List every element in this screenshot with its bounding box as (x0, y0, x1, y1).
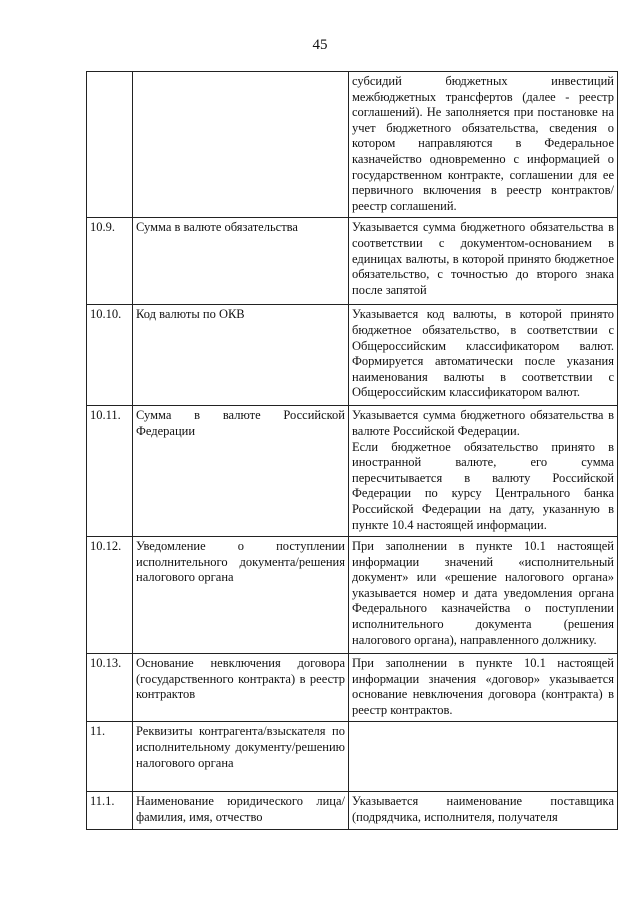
item-name: Реквизиты контрагента/взыскателя по исполнительному документу/решению налогового органа (133, 722, 349, 792)
page-number: 45 (312, 37, 328, 53)
item-description (349, 722, 618, 792)
item-number: 10.12. (87, 537, 133, 654)
item-number: 10.9. (87, 218, 133, 305)
table-row (87, 72, 618, 218)
item-number: 10.13. (87, 654, 133, 722)
item-number: 10.10. (87, 305, 133, 406)
item-number: 11. (87, 722, 133, 792)
table-row (87, 406, 618, 537)
item-name: Сумма в валюте Российской Федерации (133, 406, 349, 537)
item-name: Наименование юридического лица/фамилия, имя, отчество (133, 792, 349, 830)
item-description: При заполнении в пункте 10.1 настоящей информации значений «исполнительный документ» или «решение налогового органа» указывается номер и дата уведомления органа Федерального казначейства о поступлении исполнительного документа (решения налогового органа), направленного должнику. (349, 537, 618, 654)
item-name: Код валюты по ОКВ (133, 305, 349, 406)
item-description: Указывается наименование поставщика (подрядчика, исполнителя, получателя (349, 792, 618, 830)
item-description: Указывается сумма бюджетного обязательства в соответствии с документом-основанием в единицах валюты, в которой принято бюджетное обязательство, с точностью до второго знака после запятой (349, 218, 618, 305)
item-description: субсидий бюджетных инвестиций межбюджетных трансфертов (далее - реестр соглашений). Не заполняется при постановке на учет бюджетного обязательства, сведения о котором направляются в Федеральное казначейство одновременно с информацией о государственном контракте, соглашении для ее первичного включения в реестр контрактов/реестр соглашений. (349, 72, 618, 218)
item-description: Указывается код валюты, в которой принято бюджетное обязательство, в соответствии с Общероссийским классификатором валют. Формируется автоматически после указания наименования валюты в соответствии с Общероссийским классификатором валют. (349, 305, 618, 406)
requisites-table (86, 71, 618, 830)
item-description: При заполнении в пункте 10.1 настоящей информации значения «договор» указывается основание невключения договора (контракта) в реестр контрактов. (349, 654, 618, 722)
item-name (133, 72, 349, 218)
table-row (87, 654, 618, 722)
item-number: 11.1. (87, 792, 133, 830)
item-name: Основание невключения договора (государственного контракта) в реестр контрактов (133, 654, 349, 722)
item-number: 10.11. (87, 406, 133, 537)
table-row (87, 792, 618, 830)
item-description: Указывается сумма бюджетного обязательства в валюте Российской Федерации. Если бюджетное обязательство принято в иностранной валюте, его сумма пересчитывается в валюту Российской Федерации по курсу Центрального банка Российской Федерации на дату, указанную в пункте 10.4 настоящей информации. (349, 406, 618, 537)
item-name: Уведомление о поступлении исполнительного документа/решения налогового органа (133, 537, 349, 654)
table-row (87, 305, 618, 406)
item-name: Сумма в валюте обязательства (133, 218, 349, 305)
table-row (87, 218, 618, 305)
table-row (87, 537, 618, 654)
item-number (87, 72, 133, 218)
table-row (87, 722, 618, 792)
